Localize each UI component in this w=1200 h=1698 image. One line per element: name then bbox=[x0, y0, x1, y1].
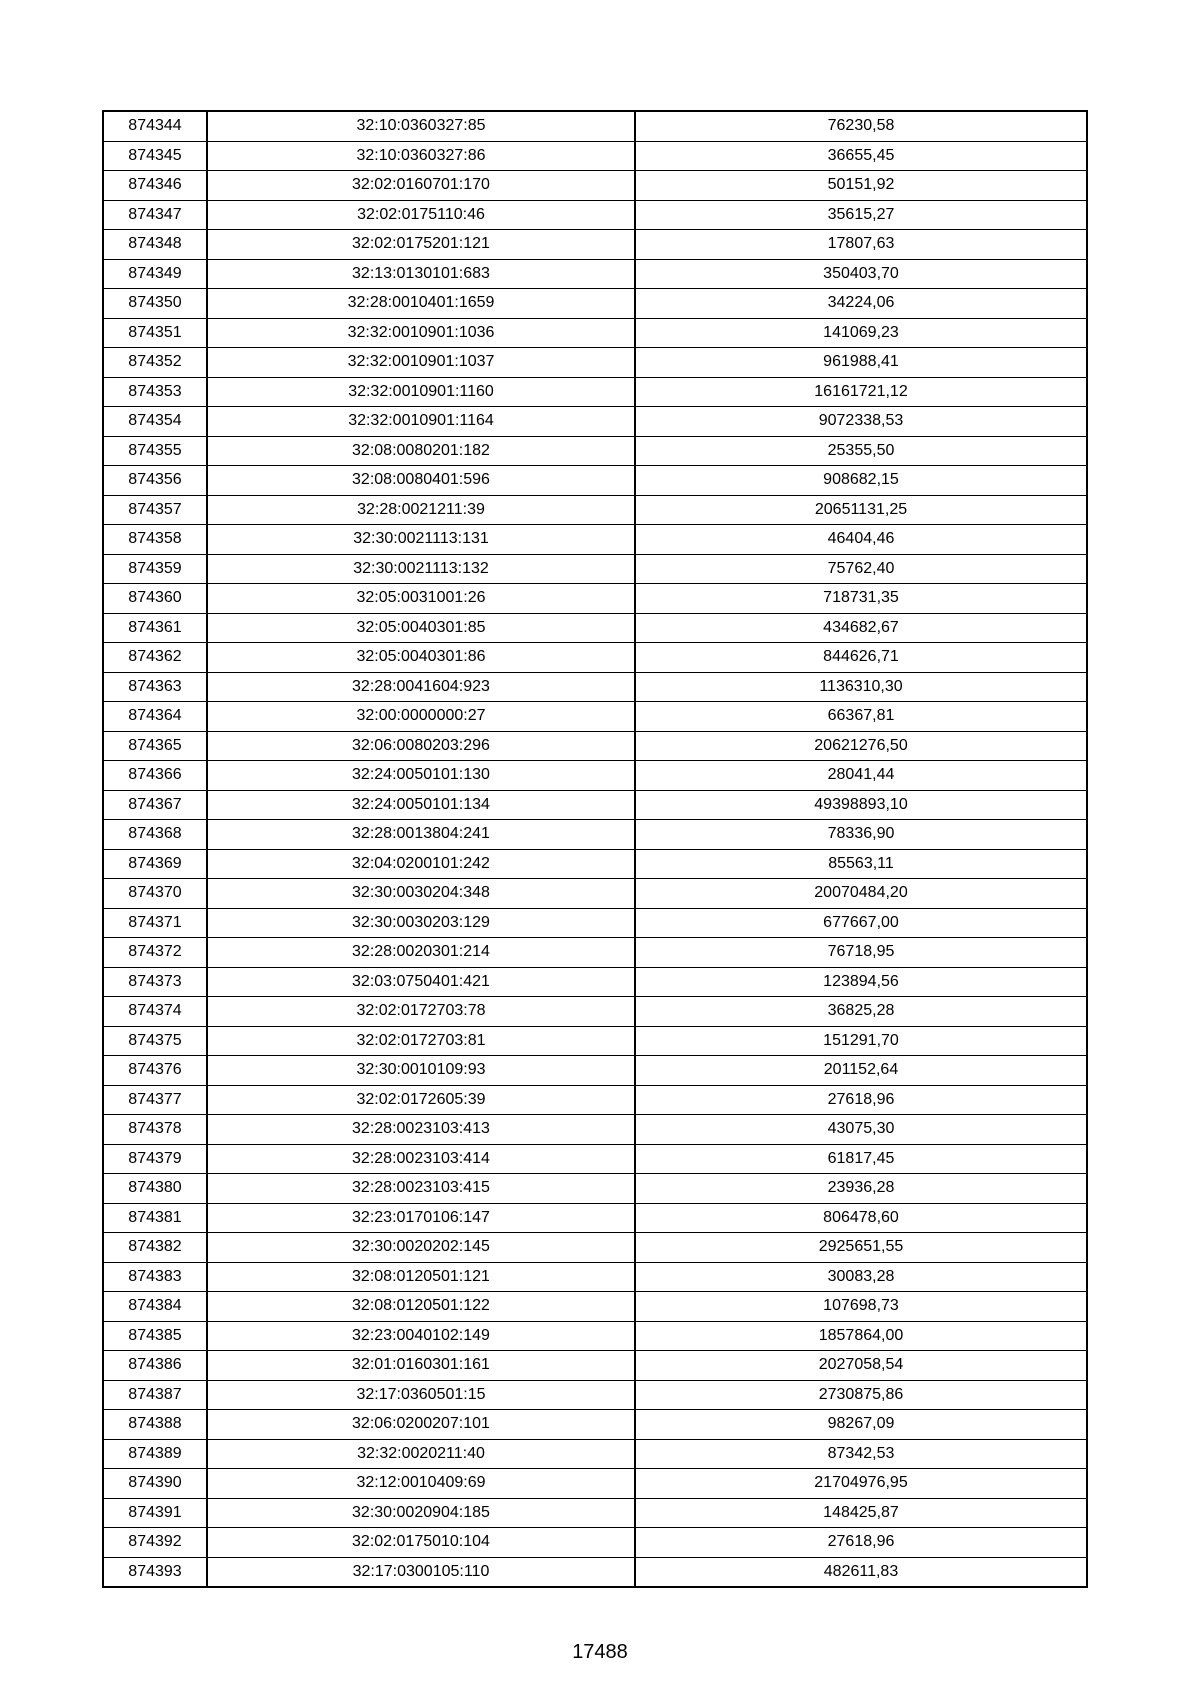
cadastral-number-cell: 32:28:0013804:241 bbox=[207, 820, 635, 850]
value-cell: 27618,96 bbox=[635, 1528, 1087, 1558]
row-id-cell: 874380 bbox=[103, 1174, 207, 1204]
value-cell: 46404,46 bbox=[635, 525, 1087, 555]
value-cell: 20651131,25 bbox=[635, 495, 1087, 525]
table-row bbox=[103, 289, 1087, 319]
cadastral-number-cell: 32:12:0010409:69 bbox=[207, 1469, 635, 1499]
value-cell: 76718,95 bbox=[635, 938, 1087, 968]
table-row bbox=[103, 938, 1087, 968]
table-row bbox=[103, 613, 1087, 643]
cadastral-number-cell: 32:06:0080203:296 bbox=[207, 731, 635, 761]
cadastral-number-cell: 32:01:0160301:161 bbox=[207, 1351, 635, 1381]
value-cell: 35615,27 bbox=[635, 200, 1087, 230]
cadastral-number-cell: 32:10:0360327:85 bbox=[207, 111, 635, 141]
cadastral-number-cell: 32:28:0020301:214 bbox=[207, 938, 635, 968]
cadastral-number-cell: 32:02:0172605:39 bbox=[207, 1085, 635, 1115]
row-id-cell: 874353 bbox=[103, 377, 207, 407]
cadastral-number-cell: 32:28:0023103:413 bbox=[207, 1115, 635, 1145]
cadastral-number-cell: 32:13:0130101:683 bbox=[207, 259, 635, 289]
value-cell: 2925651,55 bbox=[635, 1233, 1087, 1263]
value-cell: 43075,30 bbox=[635, 1115, 1087, 1145]
table-row bbox=[103, 171, 1087, 201]
table-row bbox=[103, 1174, 1087, 1204]
row-id-cell: 874347 bbox=[103, 200, 207, 230]
row-id-cell: 874372 bbox=[103, 938, 207, 968]
cadastral-number-cell: 32:23:0040102:149 bbox=[207, 1321, 635, 1351]
cadastral-number-cell: 32:17:0300105:110 bbox=[207, 1557, 635, 1587]
cadastral-number-cell: 32:32:0020211:40 bbox=[207, 1439, 635, 1469]
table-row bbox=[103, 230, 1087, 260]
row-id-cell: 874362 bbox=[103, 643, 207, 673]
value-cell: 30083,28 bbox=[635, 1262, 1087, 1292]
value-cell: 36655,45 bbox=[635, 141, 1087, 171]
value-cell: 20070484,20 bbox=[635, 879, 1087, 909]
value-cell: 9072338,53 bbox=[635, 407, 1087, 437]
value-cell: 16161721,12 bbox=[635, 377, 1087, 407]
row-id-cell: 874392 bbox=[103, 1528, 207, 1558]
table-row bbox=[103, 1528, 1087, 1558]
table-row bbox=[103, 436, 1087, 466]
table-row bbox=[103, 1233, 1087, 1263]
table-row bbox=[103, 702, 1087, 732]
value-cell: 2730875,86 bbox=[635, 1380, 1087, 1410]
row-id-cell: 874393 bbox=[103, 1557, 207, 1587]
value-cell: 482611,83 bbox=[635, 1557, 1087, 1587]
value-cell: 23936,28 bbox=[635, 1174, 1087, 1204]
table-row bbox=[103, 790, 1087, 820]
value-cell: 50151,92 bbox=[635, 171, 1087, 201]
cadastral-number-cell: 32:24:0050101:134 bbox=[207, 790, 635, 820]
table-row bbox=[103, 1410, 1087, 1440]
value-cell: 87342,53 bbox=[635, 1439, 1087, 1469]
table-row bbox=[103, 997, 1087, 1027]
table-row bbox=[103, 1115, 1087, 1145]
data-table bbox=[102, 110, 1088, 1588]
cadastral-number-cell: 32:00:0000000:27 bbox=[207, 702, 635, 732]
value-cell: 961988,41 bbox=[635, 348, 1087, 378]
cadastral-number-cell: 32:32:0010901:1164 bbox=[207, 407, 635, 437]
row-id-cell: 874363 bbox=[103, 672, 207, 702]
row-id-cell: 874390 bbox=[103, 1469, 207, 1499]
cadastral-number-cell: 32:28:0041604:923 bbox=[207, 672, 635, 702]
value-cell: 201152,64 bbox=[635, 1056, 1087, 1086]
row-id-cell: 874377 bbox=[103, 1085, 207, 1115]
row-id-cell: 874359 bbox=[103, 554, 207, 584]
table-row bbox=[103, 1203, 1087, 1233]
value-cell: 350403,70 bbox=[635, 259, 1087, 289]
row-id-cell: 874381 bbox=[103, 1203, 207, 1233]
value-cell: 21704976,95 bbox=[635, 1469, 1087, 1499]
cadastral-number-cell: 32:08:0080201:182 bbox=[207, 436, 635, 466]
table-row bbox=[103, 1026, 1087, 1056]
cadastral-number-cell: 32:06:0200207:101 bbox=[207, 1410, 635, 1440]
row-id-cell: 874352 bbox=[103, 348, 207, 378]
table-row bbox=[103, 200, 1087, 230]
cadastral-number-cell: 32:32:0010901:1160 bbox=[207, 377, 635, 407]
row-id-cell: 874373 bbox=[103, 967, 207, 997]
row-id-cell: 874349 bbox=[103, 259, 207, 289]
table-row bbox=[103, 377, 1087, 407]
row-id-cell: 874360 bbox=[103, 584, 207, 614]
value-cell: 107698,73 bbox=[635, 1292, 1087, 1322]
table-row bbox=[103, 466, 1087, 496]
table-row bbox=[103, 1469, 1087, 1499]
table-row bbox=[103, 1085, 1087, 1115]
value-cell: 25355,50 bbox=[635, 436, 1087, 466]
table-row bbox=[103, 1498, 1087, 1528]
cadastral-number-cell: 32:05:0031001:26 bbox=[207, 584, 635, 614]
value-cell: 1857864,00 bbox=[635, 1321, 1087, 1351]
row-id-cell: 874389 bbox=[103, 1439, 207, 1469]
row-id-cell: 874357 bbox=[103, 495, 207, 525]
row-id-cell: 874358 bbox=[103, 525, 207, 555]
row-id-cell: 874376 bbox=[103, 1056, 207, 1086]
row-id-cell: 874350 bbox=[103, 289, 207, 319]
cadastral-number-cell: 32:08:0080401:596 bbox=[207, 466, 635, 496]
value-cell: 2027058,54 bbox=[635, 1351, 1087, 1381]
value-cell: 1136310,30 bbox=[635, 672, 1087, 702]
table-row bbox=[103, 495, 1087, 525]
value-cell: 28041,44 bbox=[635, 761, 1087, 791]
cadastral-number-cell: 32:10:0360327:86 bbox=[207, 141, 635, 171]
table-row bbox=[103, 643, 1087, 673]
row-id-cell: 874355 bbox=[103, 436, 207, 466]
table-row bbox=[103, 584, 1087, 614]
value-cell: 66367,81 bbox=[635, 702, 1087, 732]
row-id-cell: 874346 bbox=[103, 171, 207, 201]
table-row bbox=[103, 141, 1087, 171]
value-cell: 85563,11 bbox=[635, 849, 1087, 879]
cadastral-number-cell: 32:28:0021211:39 bbox=[207, 495, 635, 525]
table-row bbox=[103, 879, 1087, 909]
cadastral-number-cell: 32:02:0172703:81 bbox=[207, 1026, 635, 1056]
cadastral-number-cell: 32:02:0175010:104 bbox=[207, 1528, 635, 1558]
table-row bbox=[103, 967, 1087, 997]
value-cell: 27618,96 bbox=[635, 1085, 1087, 1115]
row-id-cell: 874375 bbox=[103, 1026, 207, 1056]
cadastral-number-cell: 32:30:0021113:131 bbox=[207, 525, 635, 555]
row-id-cell: 874344 bbox=[103, 111, 207, 141]
value-cell: 36825,28 bbox=[635, 997, 1087, 1027]
cadastral-number-cell: 32:30:0021113:132 bbox=[207, 554, 635, 584]
cadastral-number-cell: 32:08:0120501:121 bbox=[207, 1262, 635, 1292]
row-id-cell: 874374 bbox=[103, 997, 207, 1027]
row-id-cell: 874365 bbox=[103, 731, 207, 761]
cadastral-number-cell: 32:08:0120501:122 bbox=[207, 1292, 635, 1322]
row-id-cell: 874345 bbox=[103, 141, 207, 171]
row-id-cell: 874364 bbox=[103, 702, 207, 732]
value-cell: 78336,90 bbox=[635, 820, 1087, 850]
table-row bbox=[103, 1144, 1087, 1174]
cadastral-number-cell: 32:32:0010901:1036 bbox=[207, 318, 635, 348]
value-cell: 844626,71 bbox=[635, 643, 1087, 673]
value-cell: 806478,60 bbox=[635, 1203, 1087, 1233]
row-id-cell: 874378 bbox=[103, 1115, 207, 1145]
table-row bbox=[103, 849, 1087, 879]
table-row bbox=[103, 1292, 1087, 1322]
table-row bbox=[103, 1056, 1087, 1086]
value-cell: 20621276,50 bbox=[635, 731, 1087, 761]
row-id-cell: 874391 bbox=[103, 1498, 207, 1528]
cadastral-number-cell: 32:28:0010401:1659 bbox=[207, 289, 635, 319]
table-row bbox=[103, 908, 1087, 938]
table-row bbox=[103, 1380, 1087, 1410]
table-row bbox=[103, 554, 1087, 584]
table-row bbox=[103, 407, 1087, 437]
cadastral-number-cell: 32:05:0040301:86 bbox=[207, 643, 635, 673]
cadastral-number-cell: 32:02:0175201:121 bbox=[207, 230, 635, 260]
row-id-cell: 874354 bbox=[103, 407, 207, 437]
cadastral-number-cell: 32:02:0160701:170 bbox=[207, 171, 635, 201]
row-id-cell: 874361 bbox=[103, 613, 207, 643]
table-row bbox=[103, 348, 1087, 378]
table-row bbox=[103, 1321, 1087, 1351]
row-id-cell: 874387 bbox=[103, 1380, 207, 1410]
table-row bbox=[103, 672, 1087, 702]
cadastral-number-cell: 32:04:0200101:242 bbox=[207, 849, 635, 879]
row-id-cell: 874351 bbox=[103, 318, 207, 348]
row-id-cell: 874356 bbox=[103, 466, 207, 496]
cadastral-number-cell: 32:23:0170106:147 bbox=[207, 1203, 635, 1233]
table-row bbox=[103, 1439, 1087, 1469]
value-cell: 76230,58 bbox=[635, 111, 1087, 141]
value-cell: 34224,06 bbox=[635, 289, 1087, 319]
row-id-cell: 874386 bbox=[103, 1351, 207, 1381]
value-cell: 98267,09 bbox=[635, 1410, 1087, 1440]
table-row bbox=[103, 1351, 1087, 1381]
value-cell: 908682,15 bbox=[635, 466, 1087, 496]
cadastral-number-cell: 32:30:0010109:93 bbox=[207, 1056, 635, 1086]
row-id-cell: 874384 bbox=[103, 1292, 207, 1322]
row-id-cell: 874348 bbox=[103, 230, 207, 260]
row-id-cell: 874367 bbox=[103, 790, 207, 820]
cadastral-number-cell: 32:30:0020904:185 bbox=[207, 1498, 635, 1528]
row-id-cell: 874370 bbox=[103, 879, 207, 909]
row-id-cell: 874369 bbox=[103, 849, 207, 879]
value-cell: 151291,70 bbox=[635, 1026, 1087, 1056]
cadastral-number-cell: 32:28:0023103:415 bbox=[207, 1174, 635, 1204]
cadastral-number-cell: 32:24:0050101:130 bbox=[207, 761, 635, 791]
cadastral-number-cell: 32:02:0175110:46 bbox=[207, 200, 635, 230]
value-cell: 718731,35 bbox=[635, 584, 1087, 614]
table-row bbox=[103, 1262, 1087, 1292]
table-row bbox=[103, 761, 1087, 791]
table-row bbox=[103, 1557, 1087, 1587]
cadastral-number-cell: 32:28:0023103:414 bbox=[207, 1144, 635, 1174]
row-id-cell: 874385 bbox=[103, 1321, 207, 1351]
value-cell: 75762,40 bbox=[635, 554, 1087, 584]
row-id-cell: 874371 bbox=[103, 908, 207, 938]
table-row bbox=[103, 525, 1087, 555]
table-row bbox=[103, 318, 1087, 348]
table-row bbox=[103, 111, 1087, 141]
value-cell: 434682,67 bbox=[635, 613, 1087, 643]
cadastral-number-cell: 32:03:0750401:421 bbox=[207, 967, 635, 997]
row-id-cell: 874366 bbox=[103, 761, 207, 791]
cadastral-number-cell: 32:02:0172703:78 bbox=[207, 997, 635, 1027]
table-body bbox=[103, 111, 1087, 1587]
row-id-cell: 874383 bbox=[103, 1262, 207, 1292]
value-cell: 17807,63 bbox=[635, 230, 1087, 260]
row-id-cell: 874368 bbox=[103, 820, 207, 850]
value-cell: 61817,45 bbox=[635, 1144, 1087, 1174]
cadastral-number-cell: 32:05:0040301:85 bbox=[207, 613, 635, 643]
value-cell: 123894,56 bbox=[635, 967, 1087, 997]
page-number: 17488 bbox=[572, 1641, 628, 1663]
cadastral-number-cell: 32:17:0360501:15 bbox=[207, 1380, 635, 1410]
cadastral-number-cell: 32:32:0010901:1037 bbox=[207, 348, 635, 378]
row-id-cell: 874379 bbox=[103, 1144, 207, 1174]
row-id-cell: 874388 bbox=[103, 1410, 207, 1440]
row-id-cell: 874382 bbox=[103, 1233, 207, 1263]
value-cell: 141069,23 bbox=[635, 318, 1087, 348]
cadastral-number-cell: 32:30:0020202:145 bbox=[207, 1233, 635, 1263]
value-cell: 148425,87 bbox=[635, 1498, 1087, 1528]
value-cell: 677667,00 bbox=[635, 908, 1087, 938]
cadastral-number-cell: 32:30:0030204:348 bbox=[207, 879, 635, 909]
table-row bbox=[103, 731, 1087, 761]
cadastral-number-cell: 32:30:0030203:129 bbox=[207, 908, 635, 938]
table-row bbox=[103, 820, 1087, 850]
table-row bbox=[103, 259, 1087, 289]
value-cell: 49398893,10 bbox=[635, 790, 1087, 820]
